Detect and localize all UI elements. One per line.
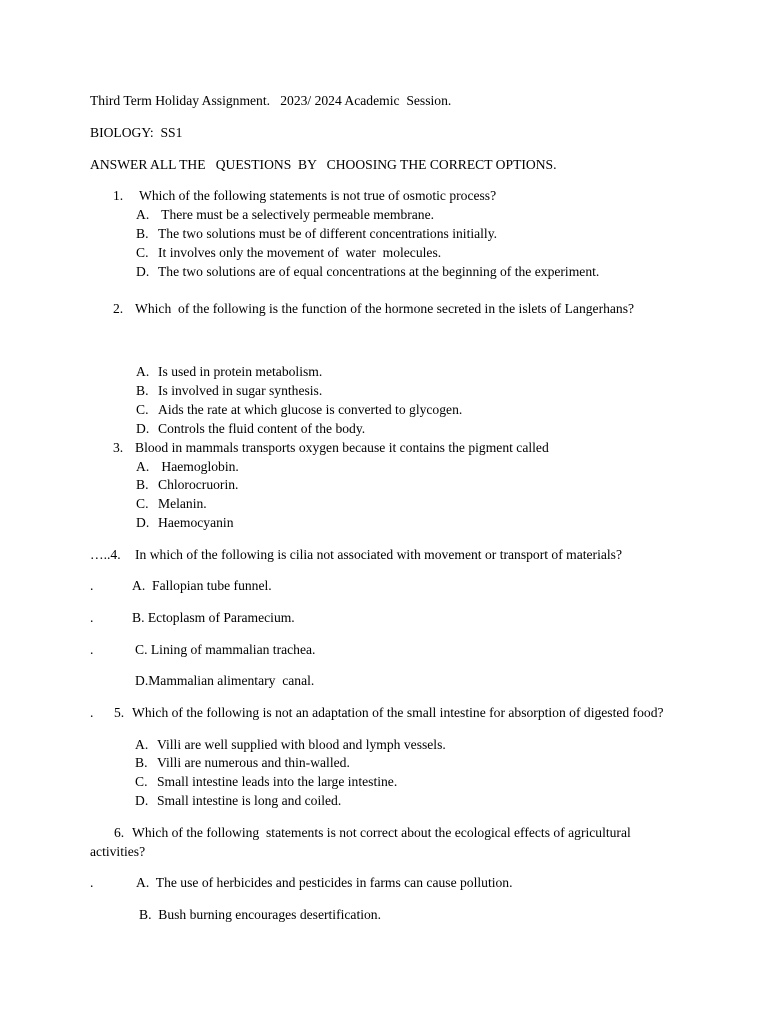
option-text: The two solutions are of equal concentrations at the beginning of the experiment. (158, 264, 600, 279)
option-letter: A. (135, 737, 149, 752)
subject-line: BIOLOGY: SS1 (90, 125, 183, 140)
question-3-number: 3. (113, 440, 124, 455)
line-marker: . (90, 610, 94, 625)
option-text: Villi are well supplied with blood and lymph vessels. (157, 737, 446, 752)
question-6-text: Which of the following statements is not correct about the ecological effects of agricultural (132, 825, 631, 840)
question-1-number: 1. (113, 188, 124, 203)
option-letter: D. (135, 793, 149, 808)
option-text: D.Mammalian alimentary canal. (135, 673, 315, 688)
question-4-text: In which of the following is cilia not associated with movement or transport of materials? (135, 547, 622, 562)
option-text: Aids the rate at which glucose is converted to glycogen. (158, 402, 463, 417)
line-marker: . (90, 578, 94, 593)
option-text: Small intestine leads into the large intestine. (157, 774, 398, 789)
instructions: ANSWER ALL THE QUESTIONS BY CHOOSING THE CORRECT OPTIONS. (90, 157, 557, 172)
option-letter: B. (136, 226, 149, 241)
option-text: Melanin. (158, 496, 207, 511)
option-letter: C. (136, 245, 149, 260)
option-text: A. Fallopian tube funnel. (132, 578, 272, 593)
option-letter: C. (136, 496, 149, 511)
assignment-title: Third Term Holiday Assignment. 2023/ 2024 Academic Session. (90, 93, 452, 108)
question-3-text: Blood in mammals transports oxygen because it contains the pigment called (135, 440, 549, 455)
option-letter: B. (136, 383, 149, 398)
option-letter: B. (135, 755, 148, 770)
option-text: Is involved in sugar synthesis. (158, 383, 323, 398)
option-text: The two solutions must be of different concentrations initially. (158, 226, 498, 241)
line-marker: . (90, 875, 94, 890)
option-letter: D. (136, 515, 150, 530)
question-5-text: Which of the following is not an adaptation of the small intestine for absorption of digested food? (132, 705, 664, 720)
option-letter: A. (136, 364, 150, 379)
option-text: C. Lining of mammalian trachea. (135, 642, 316, 657)
option-text: Chlorocruorin. (158, 477, 239, 492)
option-letter: D. (136, 421, 150, 436)
option-letter: D. (136, 264, 150, 279)
option-text: B. Ectoplasm of Paramecium. (132, 610, 295, 625)
option-letter: C. (135, 774, 148, 789)
question-6-text-continued: activities? (90, 844, 146, 859)
option-text: B. Bush burning encourages desertification. (139, 907, 381, 922)
question-4-number: …..4. (90, 547, 121, 562)
question-5-number: 5. (114, 705, 125, 720)
option-text: It involves only the movement of water molecules. (158, 245, 442, 260)
option-text: Haemoglobin. (158, 459, 239, 474)
option-letter: C. (136, 402, 149, 417)
option-text: A. The use of herbicides and pesticides in farms can cause pollution. (136, 875, 513, 890)
option-letter: A. (136, 459, 150, 474)
option-text: Is used in protein metabolism. (158, 364, 323, 379)
option-text: Controls the fluid content of the body. (158, 421, 366, 436)
question-2-number: 2. (113, 301, 124, 316)
line-marker: . (90, 705, 94, 720)
option-text: Villi are numerous and thin-walled. (157, 755, 350, 770)
question-2-text: Which of the following is the function of the hormone secreted in the islets of Langerhans? (135, 301, 635, 316)
option-text: Small intestine is long and coiled. (157, 793, 342, 808)
option-letter: B. (136, 477, 149, 492)
option-text: Haemocyanin (158, 515, 234, 530)
option-text: There must be a selectively permeable membrane. (158, 207, 435, 222)
line-marker: . (90, 642, 94, 657)
option-letter: A. (136, 207, 150, 222)
question-1-text: Which of the following statements is not true of osmotic process? (139, 188, 497, 203)
question-6-number: 6. (114, 825, 125, 840)
